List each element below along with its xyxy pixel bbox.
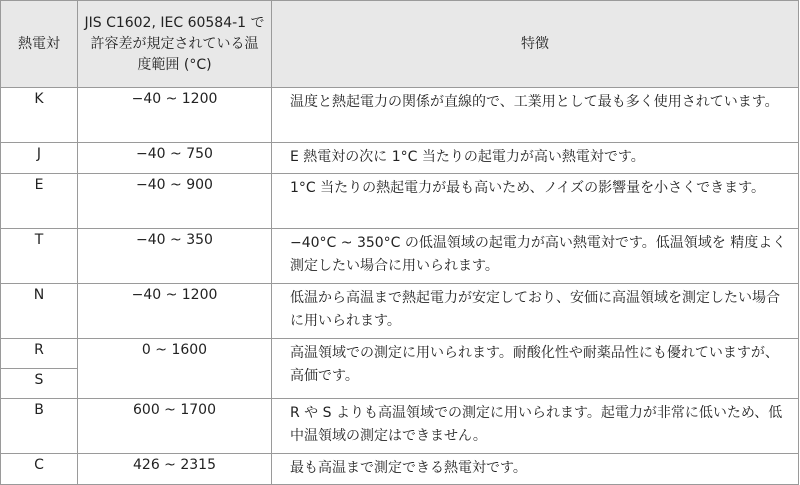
table-row: [1, 143, 799, 174]
header-range: JIS C1602, IEC 60584-1 で許容差が規定されている温度範囲 (°C): [78, 1, 272, 88]
type-cell: E: [1, 174, 78, 229]
range-cell: 426 ~ 2315: [78, 454, 272, 485]
feature-cell: 温度と熱起電力の関係が直線的で、工業用として最も多く使用されています。: [272, 88, 799, 143]
table-row: [1, 229, 799, 284]
range-cell: 0 ~ 1600: [78, 339, 272, 399]
type-cell: N: [1, 284, 78, 339]
feature-cell: R や S よりも高温領域での測定に用いられます。起電力が非常に低いため、低中温領域の測定はできません。: [272, 399, 799, 454]
range-cell: −40 ~ 1200: [78, 88, 272, 143]
table-row: [1, 454, 799, 485]
feature-cell: −40°C ~ 350°C の低温領域の起電力が高い熱電対です。低温領域を 精度よく測定したい場合に用いられます。: [272, 229, 799, 284]
table-row: [1, 174, 799, 229]
range-cell: 600 ~ 1700: [78, 399, 272, 454]
header-row: [1, 1, 799, 88]
table-row: [1, 284, 799, 339]
type-cell: S: [1, 369, 78, 399]
table-row: [1, 339, 799, 369]
type-cell: R: [1, 339, 78, 369]
feature-cell: 1°C 当たりの熱起電力が最も高いため、ノイズの影響量を小さくできます。: [272, 174, 799, 229]
feature-cell: 最も高温まで測定できる熱電対です。: [272, 454, 799, 485]
header-type: 熱電対: [1, 1, 78, 88]
feature-cell: 低温から高温まで熱起電力が安定しており、安価に高温領域を測定したい場合に用いられます。: [272, 284, 799, 339]
header-feature: 特徴: [272, 1, 799, 88]
table-row: [1, 88, 799, 143]
type-cell: K: [1, 88, 78, 143]
range-cell: −40 ~ 350: [78, 229, 272, 284]
feature-cell: E 熱電対の次に 1°C 当たりの起電力が高い熱電対です。: [272, 143, 799, 174]
type-cell: J: [1, 143, 78, 174]
range-cell: −40 ~ 1200: [78, 284, 272, 339]
range-cell: −40 ~ 750: [78, 143, 272, 174]
feature-cell: 高温領域での測定に用いられます。耐酸化性や耐薬品性にも優れていますが、高価です。: [272, 339, 799, 399]
type-cell: T: [1, 229, 78, 284]
type-cell: B: [1, 399, 78, 454]
type-cell: C: [1, 454, 78, 485]
range-cell: −40 ~ 900: [78, 174, 272, 229]
table-row: [1, 399, 799, 454]
